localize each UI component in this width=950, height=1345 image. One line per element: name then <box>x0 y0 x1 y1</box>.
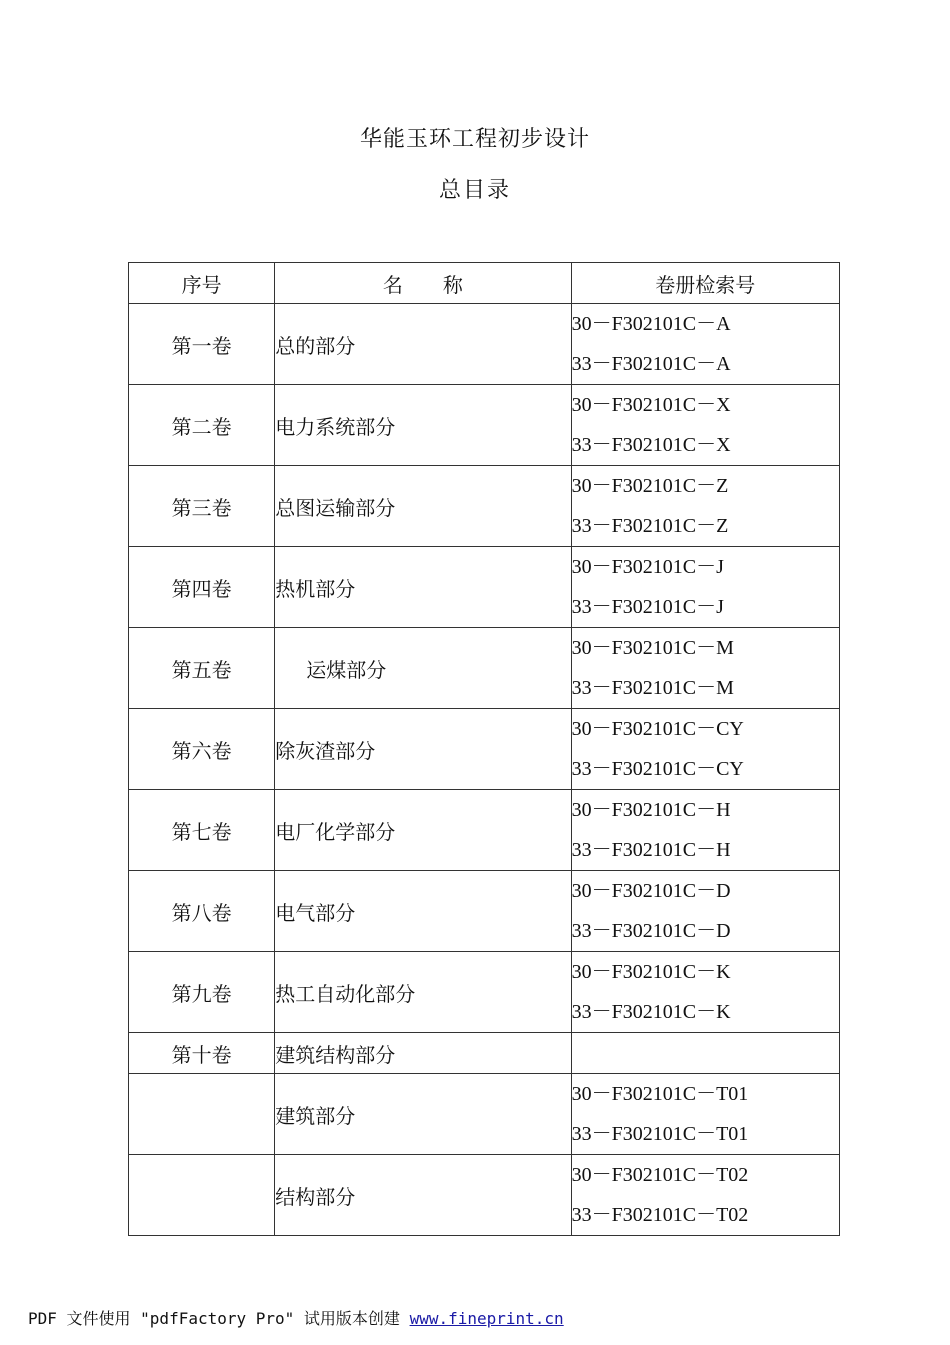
footer-link[interactable]: www.fineprint.cn <box>409 1309 564 1328</box>
name-cell: 总图运输部分 <box>275 466 571 547</box>
toc-body <box>129 304 840 1236</box>
name-cell: 除灰渣部分 <box>275 709 571 790</box>
code-cell <box>571 547 839 628</box>
name-cell: 电气部分 <box>275 871 571 952</box>
code-cell <box>571 1033 839 1074</box>
code-cell <box>571 871 839 952</box>
volume-cell: 第一卷 <box>129 304 275 385</box>
volume-cell: 第四卷 <box>129 547 275 628</box>
code-cell <box>571 1074 839 1155</box>
volume-cell: 第八卷 <box>129 871 275 952</box>
code-cell <box>571 628 839 709</box>
code-line: 33－F302101C－M <box>571 677 734 699</box>
volume-cell: 第五卷 <box>129 628 275 709</box>
code-line: 30－F302101C－D <box>571 880 731 902</box>
header-name: 名 称 <box>275 263 571 304</box>
code-cell <box>571 952 839 1033</box>
code-line: 30－F302101C－M <box>571 637 734 659</box>
code-cell <box>571 790 839 871</box>
volume-cell: 第二卷 <box>129 385 275 466</box>
code-line: 33－F302101C－Z <box>571 515 729 537</box>
code-line: 33－F302101C－J <box>571 596 724 618</box>
code-cell <box>571 1155 839 1236</box>
code-line: 33－F302101C－X <box>571 434 731 456</box>
code-cell <box>571 466 839 547</box>
code-line: 33－F302101C－T02 <box>571 1204 749 1226</box>
code-line: 33－F302101C－CY <box>571 758 744 780</box>
header-volume: 序号 <box>129 263 275 304</box>
footer-text: PDF 文件使用 "pdfFactory Pro" 试用版本创建 <box>28 1309 410 1328</box>
document-subtitle: 总目录 <box>438 178 511 203</box>
volume-cell: 第十卷 <box>129 1033 275 1074</box>
code-line: 33－F302101C－D <box>571 920 731 942</box>
name-cell: 建筑结构部分 <box>275 1033 571 1074</box>
name-cell: 结构部分 <box>275 1155 571 1236</box>
table-row <box>129 1033 840 1074</box>
name-cell: 热工自动化部分 <box>275 952 571 1033</box>
header-code: 卷册检索号 <box>571 263 839 304</box>
code-line: 30－F302101C－A <box>571 313 731 335</box>
code-cell <box>571 304 839 385</box>
name-cell: 运煤部分 <box>275 628 571 709</box>
table-row <box>129 466 840 547</box>
volume-cell: 第七卷 <box>129 790 275 871</box>
volume-cell <box>129 1155 275 1236</box>
name-cell: 电力系统部分 <box>275 385 571 466</box>
code-line: 33－F302101C－H <box>571 839 731 861</box>
volume-cell <box>129 1074 275 1155</box>
code-cell <box>571 709 839 790</box>
code-line: 30－F302101C－J <box>571 556 724 578</box>
code-line: 33－F302101C－A <box>571 353 731 375</box>
code-line: 30－F302101C－CY <box>571 718 744 740</box>
table-row <box>129 547 840 628</box>
table-header-row <box>129 263 840 304</box>
toc-table <box>128 262 840 1236</box>
name-cell: 热机部分 <box>275 547 571 628</box>
document-title: 华能玉环工程初步设计 <box>359 127 590 152</box>
volume-cell: 第三卷 <box>129 466 275 547</box>
table-row <box>129 1155 840 1236</box>
table-row <box>129 628 840 709</box>
table-row <box>129 952 840 1033</box>
code-line: 30－F302101C－X <box>571 394 731 416</box>
code-line: 30－F302101C－H <box>571 799 731 821</box>
code-line: 30－F302101C－Z <box>571 475 729 497</box>
table-row <box>129 709 840 790</box>
name-cell: 建筑部分 <box>275 1074 571 1155</box>
name-cell: 电厂化学部分 <box>275 790 571 871</box>
table-row <box>129 385 840 466</box>
code-line: 30－F302101C－T01 <box>571 1083 749 1105</box>
table-row <box>129 304 840 385</box>
volume-cell: 第九卷 <box>129 952 275 1033</box>
table-row <box>129 1074 840 1155</box>
volume-cell: 第六卷 <box>129 709 275 790</box>
code-line: 30－F302101C－K <box>571 961 731 983</box>
code-cell <box>571 385 839 466</box>
name-cell: 总的部分 <box>275 304 571 385</box>
code-line: 33－F302101C－T01 <box>571 1123 749 1145</box>
code-line: 30－F302101C－T02 <box>571 1164 749 1186</box>
code-line: 33－F302101C－K <box>571 1001 731 1023</box>
table-row <box>129 871 840 952</box>
table-row <box>129 790 840 871</box>
footer-watermark <box>28 1306 564 1329</box>
